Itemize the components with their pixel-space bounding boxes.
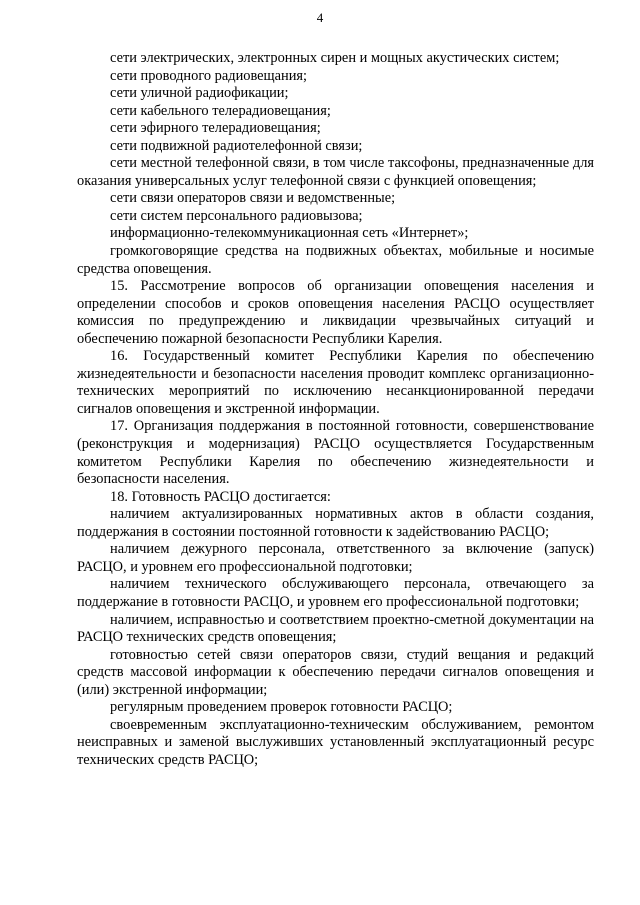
list-item: сети проводного радиовещания; — [110, 67, 308, 84]
list-item: сети эфирного телерадиовещания; — [110, 120, 321, 137]
list-item: сети систем персонального радиовызова; — [110, 207, 363, 224]
list-item: сети связи операторов связи и ведомственные; — [110, 190, 396, 207]
list-item: своевременным эксплуатационно-техническим обслуживанием, ремонтом неисправных и заменой выслуживших установленный эксплуатационный ресурс технических средств РАСЦО; — [77, 716, 594, 768]
list-item: сети уличной радиофикации; — [110, 85, 289, 102]
list-item: сети электрических, электронных сирен и мощных акустических систем; — [110, 50, 560, 66]
page-number: 4 — [316, 10, 324, 25]
list-item: наличием дежурного персонала, ответственного за включение (запуск) РАСЦО, и уровнем его профессиональной подготовки; — [77, 541, 594, 575]
clause-16: 16. Государственный комитет Республики Карелия по обеспечению жизнедеятельности и безопасности населения проводит комплекс организационно-технических мероприятий по исключению несанкционированной передачи сигналов оповещения и экстренной информации. — [77, 348, 594, 417]
list-item: громкоговорящие средства на подвижных объектах, мобильные и носимые средства оповещения. — [77, 243, 594, 277]
list-item: сети подвижной радиотелефонной связи; — [110, 137, 363, 154]
clause-17: 17. Организация поддержания в постоянной готовности, совершенствование (реконструкция и модернизация) РАСЦО осуществляется Государственным комитетом Республики Карелия по обеспечению жизнедеятельности и безопасности населения. — [77, 418, 594, 488]
list-item: информационно-телекоммуникационная сеть «Интернет»; — [110, 225, 469, 242]
list-item: сети кабельного телерадиовещания; — [110, 102, 331, 119]
list-item: регулярным проведением проверок готовности РАСЦО; — [110, 699, 453, 716]
clause-18: 18. Готовность РАСЦО достигается: — [110, 488, 331, 505]
list-item: сети местной телефонной связи, в том числе таксофоны, предназначенные для оказания универсальных услуг телефонной связи с функцией оповещения; — [77, 155, 594, 189]
document-body — [77, 50, 594, 769]
list-item: готовностью сетей связи операторов связи, студий вещания и редакций средств массовой информации к обеспечению передачи сигналов оповещения и (или) экстренной информации; — [77, 646, 594, 698]
list-item: наличием, исправностью и соответствием проектно-сметной документации на РАСЦО технических средств оповещения; — [77, 611, 594, 646]
list-item: наличием технического обслуживающего персонала, отвечающего за поддержание в готовности РАСЦО, и уровнем его профессиональной подготовки; — [77, 576, 594, 610]
list-item: наличием актуализированных нормативных актов в области создания, поддержания в состоянии постоянной готовности к задействованию РАСЦО; — [77, 506, 594, 540]
clause-15: 15. Рассмотрение вопросов об организации оповещения населения и определении способов и сроков оповещения населения РАСЦО осуществляет комиссия по предупреждению и ликвидации чрезвычайных ситуаций и обеспечению пожарной безопасности Республики Карелия. — [77, 278, 594, 347]
